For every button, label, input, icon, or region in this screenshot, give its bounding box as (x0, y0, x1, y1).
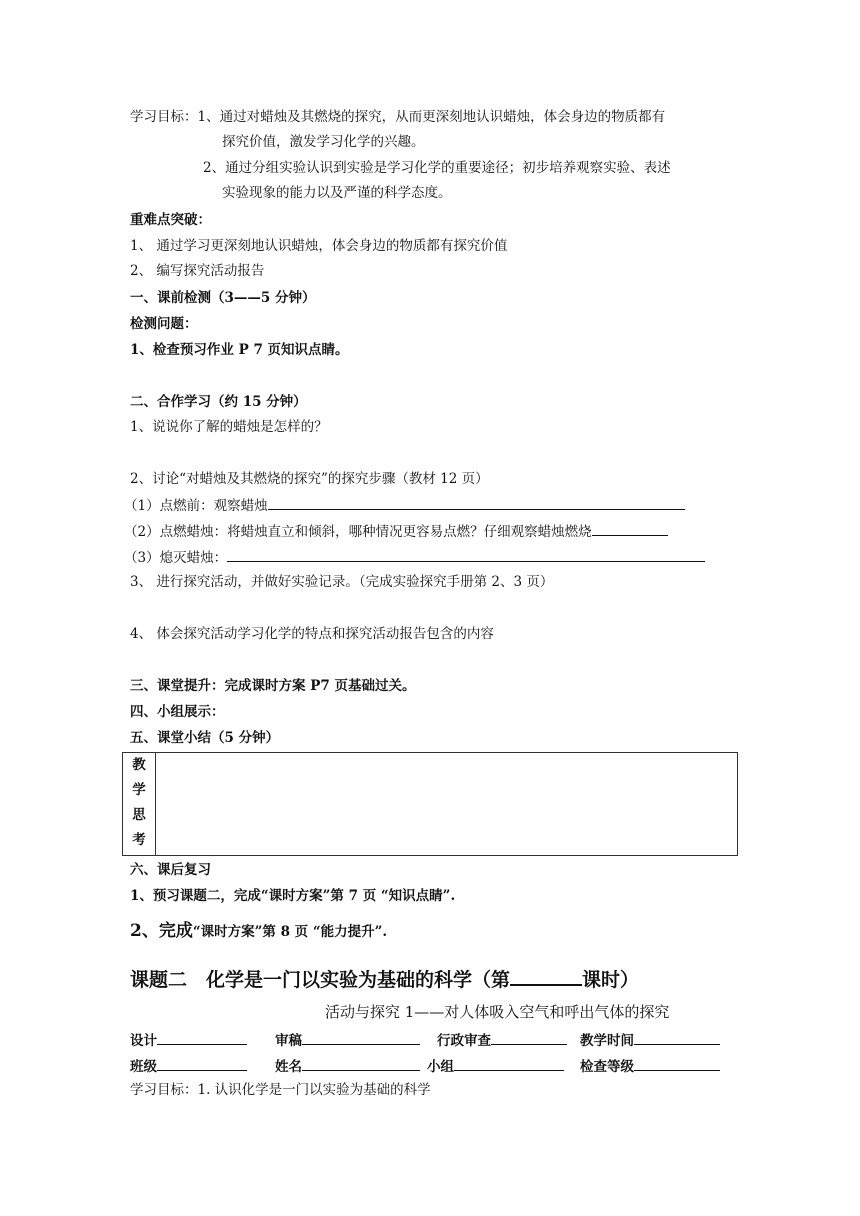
section5-heading: 五、课堂小结（5 分钟） (130, 730, 280, 746)
section2-question-2: 2、讨论“对蜡烛及其燃烧的探究”的探究步骤（教材 12 页） (130, 471, 489, 487)
check-level-blank[interactable] (634, 1056, 720, 1071)
review-field (275, 1030, 420, 1050)
section6-heading: 六、课后复习 (130, 862, 211, 878)
class-field (130, 1056, 247, 1076)
objective-1-line-2: 探究价值，激发学习化学的兴趣。 (222, 134, 425, 150)
step-3-blank[interactable] (227, 547, 705, 562)
step-2-blank[interactable] (592, 521, 668, 536)
teaching-reflection-table (122, 752, 738, 856)
section2-question-1: 1、说说你了解的蜡烛是怎样的？ (130, 419, 328, 435)
admin-review-label: 行政审查 (437, 1033, 491, 1049)
objective-1-line-1: 1、通过对蜡烛及其燃烧的探究，从而更深刻地认识蜡烛，体会身边的物质都有 (197, 109, 666, 125)
key-point-2: 2、 编写探究活动报告 (130, 263, 265, 279)
name-label: 姓名 (275, 1059, 302, 1075)
section6-item2-text: “课时方案”第 8 页 “能力提升”. (192, 924, 388, 940)
group-label: 小组 (427, 1059, 454, 1075)
review-label: 审稿 (275, 1033, 302, 1049)
section6-item2 (130, 922, 387, 941)
section2-question-3: 3、 进行探究活动，并做好实验记录。（完成实验探究手册第 2、3 页） (130, 574, 554, 590)
reflection-char-4: 考 (132, 832, 146, 848)
review-blank[interactable] (302, 1030, 420, 1045)
step-1-label: （1）点燃前：观察蜡烛 (124, 498, 268, 514)
section4-heading: 四、小组展示： (130, 704, 225, 720)
class-blank[interactable] (157, 1056, 247, 1071)
group-field (427, 1056, 564, 1076)
step-3-row (124, 547, 705, 567)
design-field (130, 1030, 247, 1050)
section1-sub: 检测问题： (130, 316, 198, 332)
step-1-row (124, 495, 685, 515)
name-blank[interactable] (302, 1056, 420, 1071)
section1-item1: 1、检查预习作业 P 7 页知识点睛。 (130, 342, 349, 358)
lesson2-subtitle: 活动与探究 1——对人体吸入空气和呼出气体的探究 (325, 1003, 670, 1021)
design-blank[interactable] (157, 1030, 247, 1045)
teaching-time-field (580, 1030, 720, 1050)
teaching-time-blank[interactable] (634, 1030, 720, 1045)
teaching-reflection-label (123, 753, 156, 856)
reflection-char-3: 思 (132, 807, 146, 823)
check-level-label: 检查等级 (580, 1059, 634, 1075)
class-label: 班级 (130, 1059, 157, 1075)
admin-review-field (437, 1030, 567, 1050)
section2-heading: 二、合作学习（约 15 分钟） (130, 394, 307, 410)
step-3-label: （3）熄灭蜡烛： (124, 550, 228, 566)
key-points-heading: 重难点突破： (130, 212, 211, 228)
step-2-row (124, 521, 668, 541)
section6-item2-number: 2、完成 (130, 921, 193, 941)
name-field (275, 1056, 420, 1076)
reflection-char-2: 学 (132, 782, 146, 798)
teaching-time-label: 教学时间 (580, 1033, 634, 1049)
section3-heading: 三、课堂提升：完成课时方案 P7 页基础过关。 (130, 678, 416, 694)
objective-2-line-2: 实验现象的能力以及严谨的科学态度。 (222, 185, 452, 201)
design-label: 设计 (130, 1033, 157, 1049)
reflection-char-1: 教 (132, 757, 146, 773)
section1-heading: 一、课前检测（3——5 分钟） (130, 290, 316, 306)
check-level-field (580, 1056, 720, 1076)
objectives-line-1 (130, 108, 665, 126)
key-point-1: 1、 通过学习更深刻地认识蜡烛，体会身边的物质都有探究价值 (130, 238, 508, 254)
admin-review-blank[interactable] (491, 1030, 567, 1045)
lesson-period-blank[interactable] (510, 963, 582, 986)
lesson2-objective: 学习目标：1. 认识化学是一门以实验为基础的科学 (130, 1082, 431, 1098)
objective-2-line-1: 2、通过分组实验认识到实验是学习化学的重要途径；初步培养观察实验、表述 (203, 160, 671, 176)
lesson2-title-suffix: 课时） (582, 969, 640, 991)
section2-question-4: 4、 体会探究活动学习化学的特点和探究活动报告包含的内容 (130, 626, 494, 642)
step-1-blank[interactable] (268, 495, 685, 510)
lesson2-title-prefix: 课题二 化学是一门以实验为基础的科学（第 (130, 969, 511, 991)
objectives-label: 学习目标： (130, 109, 198, 125)
section6-item1: 1、预习课题二，完成“课时方案”第 7 页 “知识点睛”. (130, 888, 456, 904)
lesson2-title (130, 963, 639, 993)
step-2-label: （2）点燃蜡烛：将蜡烛直立和倾斜，哪种情况更容易点燃？仔细观察蜡烛燃烧 (124, 524, 592, 540)
teaching-reflection-content[interactable] (156, 753, 738, 856)
group-blank[interactable] (454, 1056, 564, 1071)
